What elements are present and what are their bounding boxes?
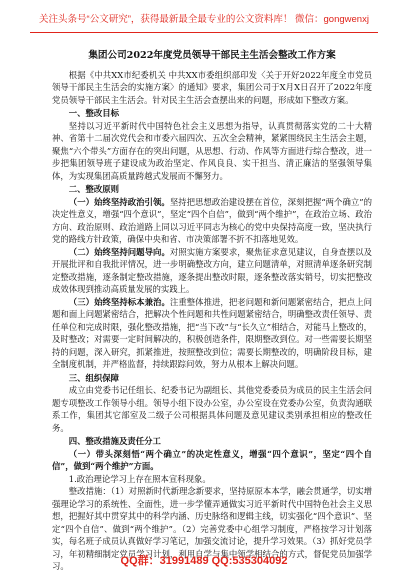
- banner-divider: [30, 32, 378, 33]
- section-3-heading: 三、组织保障: [68, 372, 120, 383]
- footer-contact: QQ群：31991489 QQ:535304092: [120, 555, 288, 567]
- problem-1-measures: 整改措施：（1）对照新时代新理念新要求，坚持原原本本学，融会贯通学，切实增强理论学习的系统性、全面性，进一步学懂弄通做实习近平新时代中国特色社会主义思想，把握好其中贯穿其中的科学内涵、历史脉络和逻辑主线，切实强化“四个意识”、坚定“四个自信”、做到“两个维护”。（2）完善党委中心组学习制度，严格按学习计划落实，每名班子成员认真做好学习笔记，加强交流讨论，提升学习效果。（3）抓好党员学习，年初精细制定党员学习计划，利用自学与集中领学相结合的方式，督促党员加强学习。: [52, 486, 372, 571]
- principle-2-lead: （二）始终坚持问题导向。: [68, 246, 170, 257]
- document-body: [52, 44, 372, 573]
- principle-1-lead: （一）始终坚持政治引领。: [68, 196, 170, 207]
- principle-3-body: 注重整体推进，把老问题和新问题紧密结合，把点上问题和面上问题紧密结合，把解决个性问题和共性问题紧密结合，明确整改责任领导、责任单位和完成时限，强化整改措施，把“当下改”与“长久立”相结合，对能马上整改的，及时整改；对需要一定时间解决的，积极创造条件，限期整改到位。对一些需要长期坚持的问题，深入研究，抓紧推进，按照整改到位；需要长期整改的，明确阶段目标，建全制度机制，并严格监督，持续跟踪问效，努力从根本上解决问题。: [52, 296, 373, 369]
- section-4-subheading: （一）带头深刻悟“两个确立”的决定性意义，增强“四个意识”，坚定“四个自信”，做到“两个维护”方面。: [52, 448, 372, 471]
- section-2-heading: 二、整改原则: [68, 184, 120, 194]
- principle-1: [52, 196, 372, 246]
- section-1-body: 坚持以习近平新时代中国特色社会主义思想为指导，认真贯彻落实党的二十大精神、省第十二届次党代会和市委六届四次、五次全会精神，紧紧围绕民主生活会主题，聚焦“六个带头”方面存在的突出问题，从思想、行动、作风等方面进行综合整改，进一步把集团领导班子建设成为政治坚定、作风良良、实干担当、清正廉洁的坚强领导集体，为实现集团高质量跨越式发展而不懈努力。: [52, 120, 372, 181]
- document-title: 集团公司2022年度党员领导干部民主生活会整改工作方案: [88, 50, 336, 61]
- principle-1-body: 坚持把思想政治建设摆在首位，深刻把握“两个确立”的决定性意义，增强“四个意识”，坚定“四个自信”，做到“两个维护”，在政治立场、政治方向、政治原则、政治道路上同以习近平同志为核心的党中央保持高度一致，坚决执行党的路线方针政策，确保中央和省、市决策部署不折不扣落地见效。: [52, 196, 373, 244]
- principle-3: [52, 296, 372, 371]
- problem-1: 1.政治理论学习上存在照本宣科现象。: [68, 473, 211, 484]
- section-1-heading: 一、整改目标: [68, 108, 120, 118]
- section-4-heading: 四、整改措施及责任分工: [68, 436, 161, 446]
- section-3-body: 成立由党委书记任组长、纪委书记为副组长、其他党委委员为成员的民主生活会问题专项整改工作领导小组。领导小组下设办公室，办公室设在党委办公室，负责沟通联系工作，集团其它部室及二级子公司根据具体问题及意见建议类别承担相应的整改任务。: [52, 385, 372, 433]
- header-banner[interactable]: 关注头条号“公文研究”，获得最新最全最专业的公文资料库！ 微信：gongwenxj: [39, 14, 369, 25]
- intro-paragraph: 根据《中共XX市纪委机关 中共XX市委组织部印发〈关于开好2022年度全市党员领导干部民主生活会的实施方案〉的通知》要求，集团公司于X月X日召开了2022年度党员领导干部民主生活会。针对民主生活会查摆出来的问题，形成如下整改方案。: [52, 69, 372, 105]
- principle-3-lead: （三）始终坚持标本兼治。: [68, 296, 170, 307]
- principle-2-body: 对照实施方案要求，聚焦征求意见建议，自身查摆以及开展批评和自我批评情况，进一步明确整改方向，建立问题清单，对照清单逐条研究制定整改措施，逐条制定整改措施，逐条提出整改时限，逐条整改落实销号，切实把整改成效体现到推动高质量发展的实践上。: [52, 246, 373, 294]
- principle-2: [52, 246, 372, 296]
